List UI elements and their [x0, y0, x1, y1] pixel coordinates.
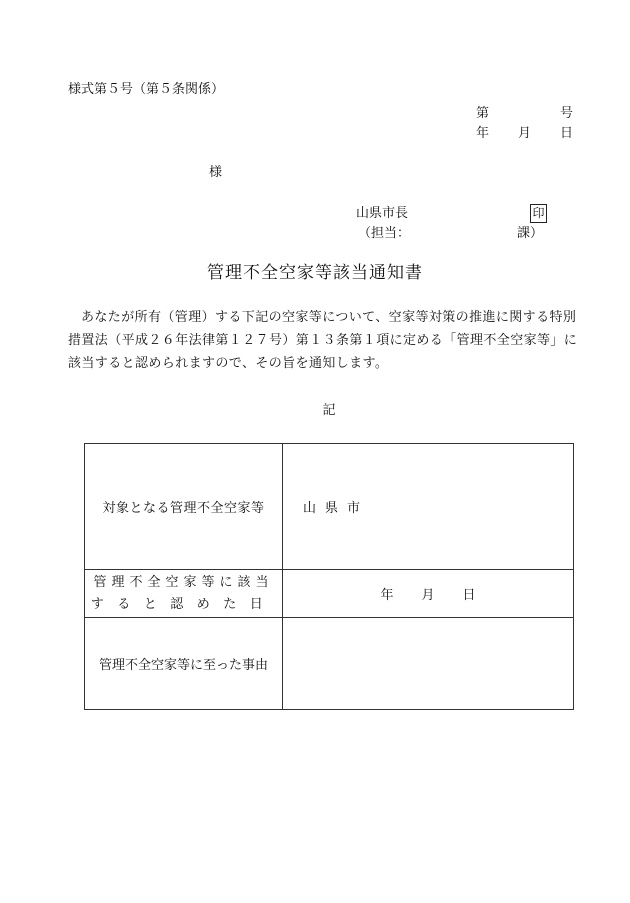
table-row-date: [85, 570, 574, 618]
notice-table: [84, 443, 574, 710]
recognized-date-label: [85, 570, 283, 618]
reason-label: 管理不全空家等に至った事由: [85, 618, 283, 710]
body-paragraph: あなたが所有（管理）する下記の空家等について、空家等対策の推進に関する特別措置法（平成２６年法律第１２７号）第１３条第１項に定める「管理不全空家等」に該当すると認められますので、その旨を通知します。: [68, 310, 578, 371]
target-property-value: 山県市: [283, 444, 574, 570]
contact-label: （担当：: [358, 226, 411, 241]
recognized-date-label-line1: 管理不全空家等に該当: [93, 574, 274, 590]
table-row-reason: [85, 618, 574, 710]
document-number-label: 第: [476, 106, 490, 121]
document-title: 管理不全空家等該当通知書: [207, 263, 423, 283]
ki-heading: 記: [322, 403, 336, 418]
document-number-suffix: 号: [560, 106, 574, 121]
target-property-label: 対象となる管理不全空家等: [85, 444, 283, 570]
recognized-date-year: 年: [380, 588, 394, 603]
table-row-target: [85, 444, 574, 570]
recognized-date-label-line2: すると認めた日: [90, 596, 277, 612]
date-year-label: 年: [476, 126, 490, 141]
sender-title: 山県市長: [356, 206, 409, 221]
date-month-label: 月: [518, 126, 532, 141]
addressee-suffix: 様: [209, 165, 223, 180]
reason-value: [283, 618, 574, 710]
form-number: 様式第５号（第５条関係）: [68, 82, 225, 97]
recognized-date-month: 月: [421, 588, 435, 603]
recognized-date-day: 日: [462, 588, 476, 603]
date-day-label: 日: [560, 126, 574, 141]
recognized-date-value: [283, 570, 574, 618]
contact-department-suffix: 課）: [517, 226, 544, 241]
seal-mark: 印: [530, 204, 547, 223]
